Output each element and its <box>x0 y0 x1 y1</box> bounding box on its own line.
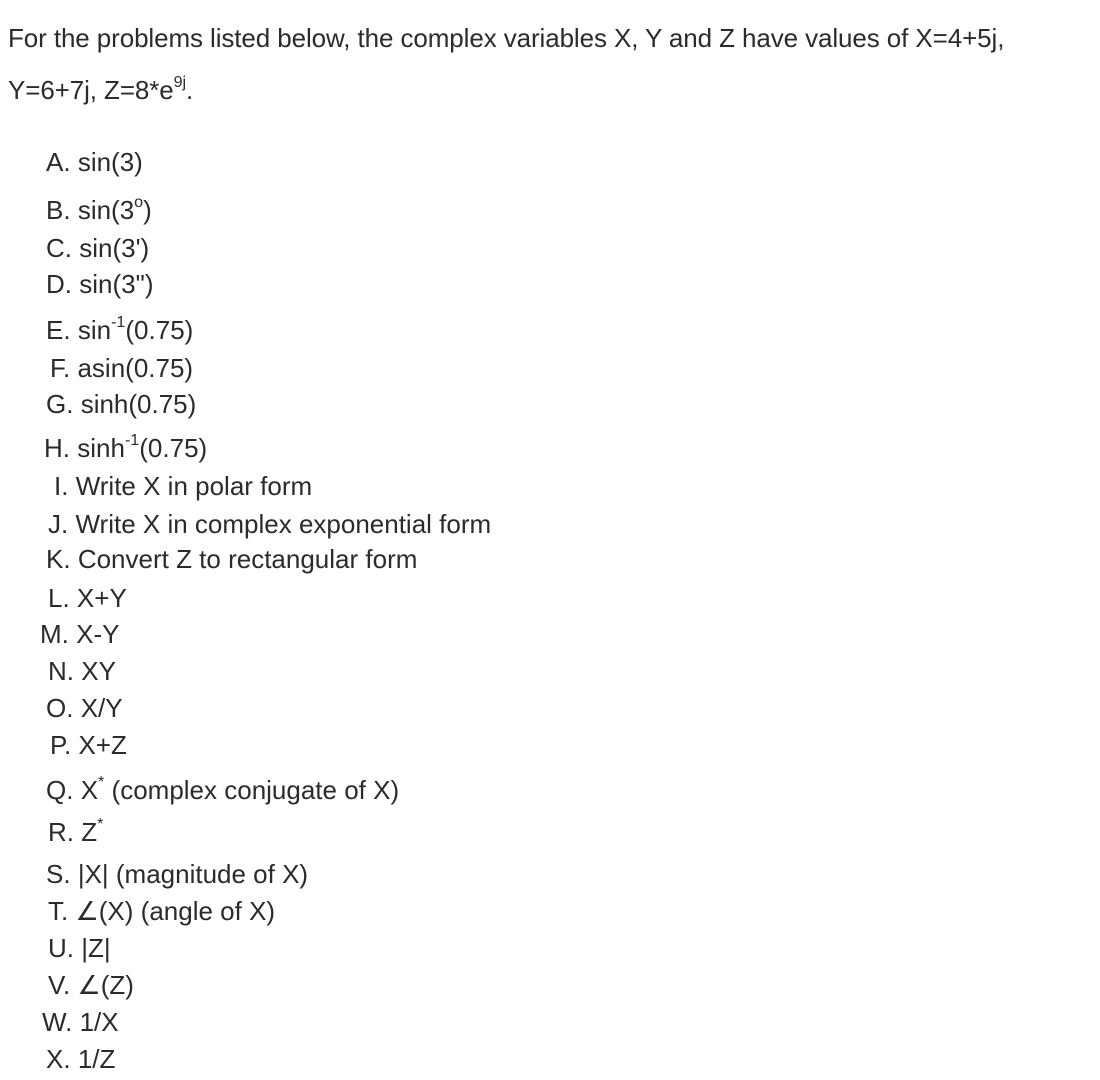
problem-letter: E. <box>46 315 71 345</box>
problem-item-o <box>46 692 123 724</box>
problem-item-s <box>46 858 308 890</box>
problem-letter: Q. <box>46 775 74 805</box>
problem-text: sin(3') <box>79 233 150 263</box>
problem-text: Z <box>81 817 98 847</box>
problem-text-suffix: (complex conjugate of X) <box>104 775 400 805</box>
problem-text: sinh(0.75) <box>80 389 197 419</box>
problem-superscript: -1 <box>111 312 126 331</box>
problem-item-u <box>48 932 111 964</box>
problem-letter: J. <box>48 509 69 539</box>
problem-item-v <box>48 969 134 1001</box>
problem-letter: G. <box>46 389 74 419</box>
problem-item-t <box>48 895 275 927</box>
problem-text: Write X in complex exponential form <box>75 509 492 539</box>
problem-letter: C. <box>46 233 72 263</box>
problem-item-k <box>46 543 417 575</box>
problem-letter: N. <box>48 656 74 686</box>
problem-superscript: o <box>134 192 144 211</box>
problem-text: |Z| <box>81 933 111 963</box>
problem-text: ∠(X) (angle of X) <box>75 896 276 926</box>
problem-letter: P. <box>50 730 72 760</box>
problem-item-q <box>46 774 399 806</box>
problem-text: X+Z <box>78 730 127 760</box>
problem-letter: K. <box>46 544 71 574</box>
problem-letter: W. <box>42 1007 73 1037</box>
problem-text: XY <box>81 656 116 686</box>
problem-text-suffix: ) <box>143 195 152 225</box>
problem-text: asin(0.75) <box>77 353 194 383</box>
problem-item-g <box>46 388 196 420</box>
problem-item-e <box>46 314 193 346</box>
problem-letter: V. <box>48 970 71 1000</box>
problem-letter: A. <box>46 147 71 177</box>
problem-letter: H. <box>44 433 70 463</box>
problem-letter: B. <box>46 195 71 225</box>
problem-item-l <box>48 582 127 614</box>
problem-superscript: * <box>98 772 105 791</box>
problem-text: ∠(Z) <box>77 970 134 1000</box>
intro-line-1: For the problems listed below, the complex variables X, Y and Z have values of X=4+5j, <box>8 23 1005 53</box>
problem-letter: L. <box>48 583 70 613</box>
problem-item-d <box>46 268 153 300</box>
problem-letter: X. <box>46 1044 71 1074</box>
problem-letter: M. <box>40 619 69 649</box>
problem-text: X/Y <box>80 693 123 723</box>
problem-letter: D. <box>46 269 72 299</box>
problem-text: sinh <box>77 433 125 463</box>
problem-text: sin(3) <box>77 147 143 177</box>
problem-text: |X| (magnitude of X) <box>77 859 309 889</box>
problem-item-b <box>46 194 152 226</box>
problem-text-suffix: (0.75) <box>125 315 194 345</box>
problem-letter: S. <box>46 859 71 889</box>
problem-letter: O. <box>46 693 74 723</box>
problem-letter: R. <box>48 817 74 847</box>
problem-text: X+Y <box>76 583 127 613</box>
problem-text: sin <box>77 315 112 345</box>
problem-text: X <box>80 775 99 805</box>
problem-superscript: * <box>97 814 104 833</box>
problem-text: sin(3") <box>79 269 154 299</box>
problem-letter: I. <box>54 471 69 501</box>
problem-text: X-Y <box>76 619 120 649</box>
problem-letter: F. <box>50 353 71 383</box>
problem-text: 1/Z <box>77 1044 116 1074</box>
problem-item-c <box>46 232 149 264</box>
problem-text: Write X in polar form <box>75 471 313 501</box>
problem-superscript: -1 <box>124 430 140 449</box>
problem-text: Convert Z to rectangular form <box>77 544 418 574</box>
problem-item-i <box>54 470 312 502</box>
problem-item-x <box>46 1043 115 1075</box>
problem-item-h <box>44 432 207 464</box>
problem-text-suffix: (0.75) <box>139 433 208 463</box>
problem-letter: U. <box>48 933 74 963</box>
problem-item-j <box>48 508 491 540</box>
problem-item-a <box>46 146 143 178</box>
problem-item-f <box>50 352 193 384</box>
intro-line-2: Y=6+7j, $Z=8*e^{9j}$. <box>8 72 194 105</box>
problem-item-n <box>48 655 116 687</box>
problem-item-m <box>40 618 119 650</box>
problem-item-r <box>48 816 103 848</box>
problem-item-w <box>42 1006 119 1038</box>
problem-text: sin(3 <box>77 195 135 225</box>
problem-letter: T. <box>48 896 69 926</box>
problem-text: 1/X <box>79 1007 119 1037</box>
problem-item-p <box>50 729 127 761</box>
